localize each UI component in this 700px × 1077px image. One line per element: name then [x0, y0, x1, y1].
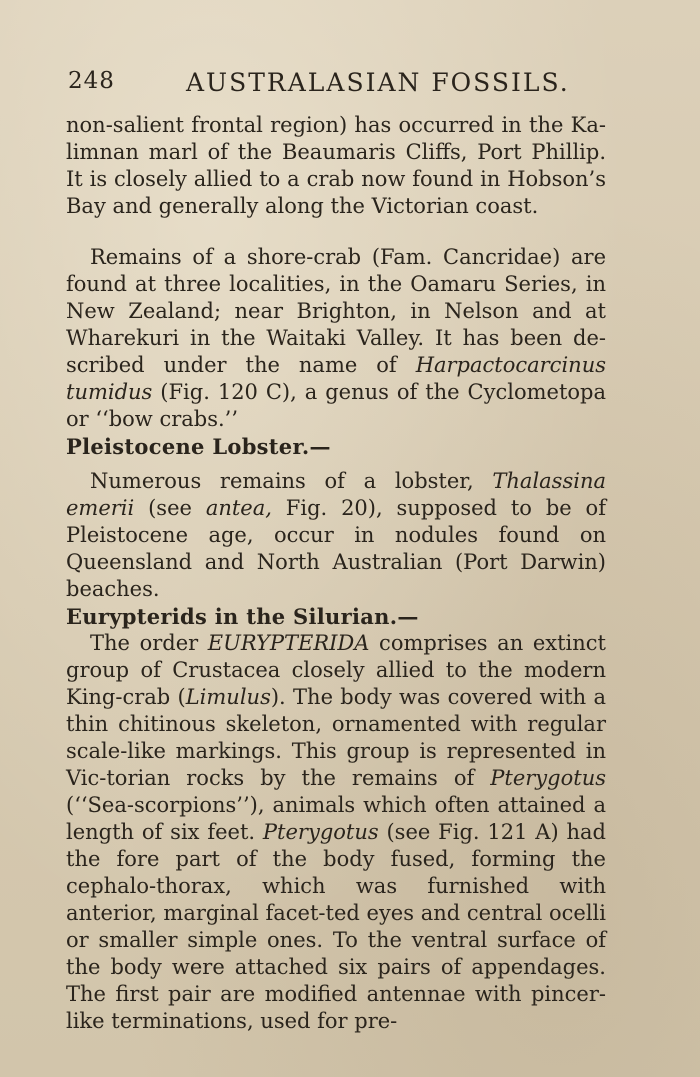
lobster-text-c: Fig. 20), supposed to be of Pleistocene age, occur in nodules found on Queensland and North Australian (Port Darwin) beaches. — [66, 496, 606, 601]
page-header — [68, 68, 628, 108]
running-title: AUSTRALASIAN FOSSILS. — [186, 68, 570, 97]
order-eurypterida: EURYPTERIDA — [207, 631, 370, 655]
paragraph-lobster — [66, 468, 606, 603]
lobster-text-a: Numerous remains of a lobster, — [90, 469, 493, 493]
paragraph-crab-beaumaris: non-salient frontal region) has occurred in the Ka-limnan marl of the Beaumaris Cliffs, Port Phillip. It is closely allied to a crab now found in Hobson’s Bay and generally along the Victorian coast. — [66, 113, 606, 218]
genus-harpactocarcinus: Harpactocarcinus tumidus — [66, 353, 606, 404]
paragraph-eurypterids — [66, 630, 606, 1035]
page-number: 248 — [68, 68, 115, 94]
genus-pterygotus-1: Pterygotus — [490, 766, 606, 790]
shore-crab-text-b: (Fig. 120 C), a genus of the Cyclometopa or ‘‘bow crabs.’’ — [66, 380, 606, 431]
eurypterid-text-b: comprises an extinct group of Crustacea closely allied to the modern King-crab ( — [66, 631, 606, 709]
body-text — [66, 112, 606, 1035]
eurypterid-text-a: The order — [90, 631, 208, 655]
paragraph-shore-crab — [66, 244, 606, 433]
heading-pleistocene-lobster: Pleistocene Lobster.— — [66, 434, 331, 459]
eurypterid-text-c: ). The body was covered with a thin chitinous skeleton, ornamented with regular scale-like markings. This group is represented in Vic-torian rocks by the remains of — [66, 685, 606, 790]
shore-crab-text-a: Remains of a shore-crab (Fam. Cancridae) are found at three localities, in the Oamaru Series, in New Zealand; near Brighton, in Nelson and at Wharekuri in the Waitaki Valley. It has been de-scribed under the name of — [66, 245, 606, 377]
lobster-text-b: (see — [134, 496, 206, 520]
genus-limulus: Limulus — [185, 685, 271, 709]
eurypterid-text-e: (see Fig. 121 A) had the fore part of the body fused, forming the cephalo-thorax, which was furnished with anterior, marginal facet-ted eyes and central ocelli or smaller simple ones. To the ventral surface of the body were attached six pairs of appendages. The first pair are modified antennae with pincer-like terminations, used for pre- — [66, 820, 606, 1033]
eurypterid-text-d: (‘‘Sea-scorpions’’), animals which often attained a length of six feet. — [66, 793, 606, 844]
heading-eurypterids: Eurypterids in the Silurian.— — [66, 604, 419, 629]
antea-word: antea, — [205, 496, 272, 520]
genus-pterygotus-2: Pterygotus — [262, 820, 379, 844]
species-thalassina: Thalassina emerii — [66, 469, 606, 520]
